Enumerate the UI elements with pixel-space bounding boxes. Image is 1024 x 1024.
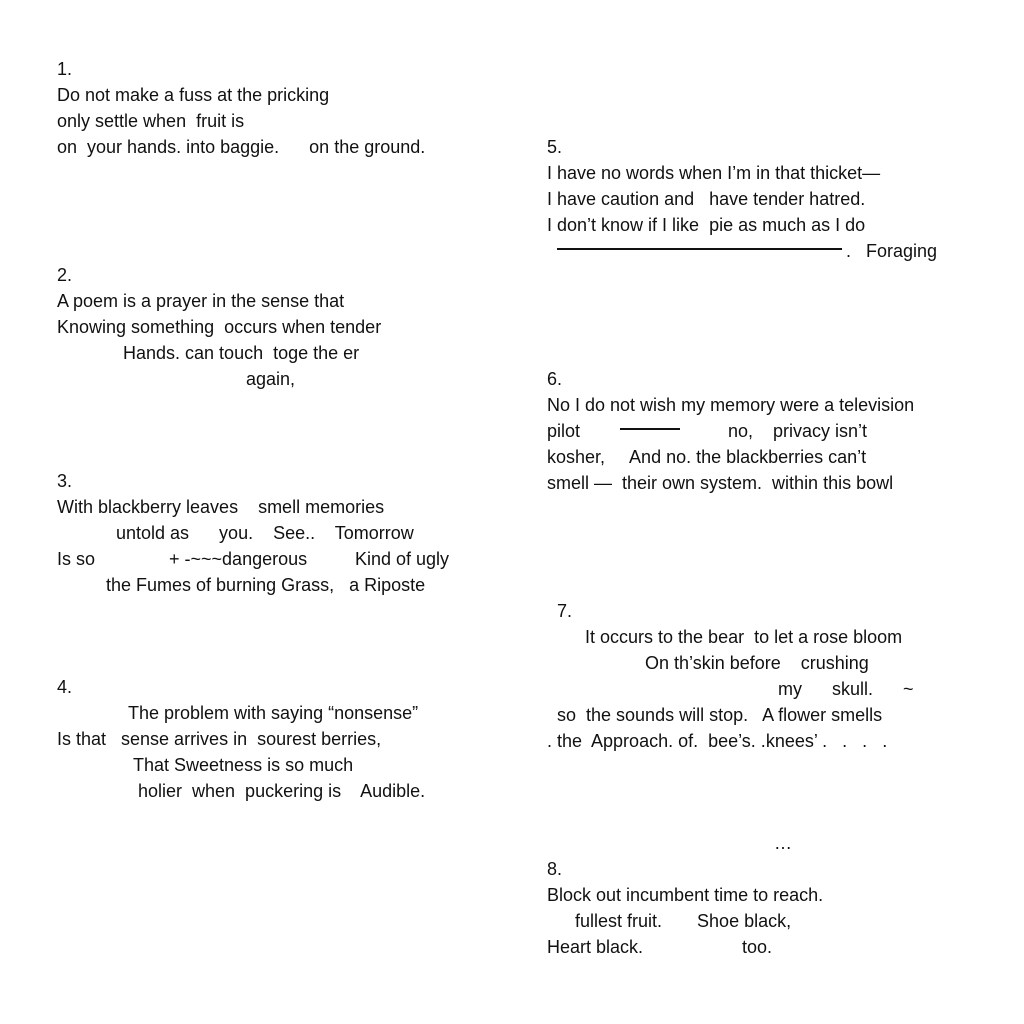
poem-line: . the Approach. of. bee’s. .knees’ . . . .: [547, 731, 888, 751]
poem-line: On th’skin before crushing: [645, 653, 869, 673]
poem-number: 8.: [547, 859, 563, 879]
poem-line: It occurs to the bear to let a rose bloom: [585, 627, 903, 647]
poem-line: untold as you. See.. Tomorrow: [116, 523, 414, 543]
poem-line: Hands. can touch toge the er: [123, 343, 360, 363]
poem-line: + -~~~dangerous: [169, 549, 308, 569]
poem-line: Knowing something occurs when tender: [57, 317, 382, 337]
poem-line: fullest fruit. Shoe black,: [575, 911, 792, 931]
poem-line: Do not make a fuss at the pricking: [57, 85, 330, 105]
poem-line: The problem with saying “nonsense”: [128, 703, 419, 723]
poem-line: Heart black.: [547, 937, 644, 957]
poem-line: Block out incumbent time to reach.: [547, 885, 824, 905]
poem-number: 4.: [57, 677, 73, 697]
poem-line: That Sweetness is so much: [133, 755, 354, 775]
poem-line: With blackberry leaves smell memories: [57, 497, 385, 517]
poem-line: No I do not wish my memory were a television: [547, 395, 915, 415]
poem-line: the Fumes of burning Grass, a Riposte: [106, 575, 426, 595]
poem-line: Kind of ugly: [355, 549, 450, 569]
poem-line: my skull. ~: [778, 679, 914, 699]
poem-line: kosher, And no. the blackberries can’t: [547, 447, 867, 467]
poem-number: 6.: [547, 369, 563, 389]
poem-line: A poem is a prayer in the sense that: [57, 291, 345, 311]
poem-line: no, privacy isn’t: [728, 421, 868, 441]
poem-line: only settle when fruit is: [57, 111, 245, 131]
poem-number: 5.: [547, 137, 563, 157]
poem-line: smell — their own system. within this bowl: [547, 473, 894, 493]
poem-line: Is so: [57, 549, 96, 569]
poem-line: too.: [742, 937, 773, 957]
poem-line: I don’t know if I like pie as much as I do: [547, 215, 866, 235]
poem-line: so the sounds will stop. A flower smells: [557, 705, 883, 725]
poem-line: . Foraging: [846, 241, 938, 261]
poem-number: 1.: [57, 59, 73, 79]
poem-number: 2.: [57, 265, 73, 285]
poem-number: 7.: [557, 601, 573, 621]
poem-line: I have no words when I’m in that thicket—: [547, 163, 881, 183]
poem-line: I have caution and have tender hatred.: [547, 189, 866, 209]
poem-line: on your hands. into baggie. on the ground.: [57, 137, 426, 157]
dash-rule: [620, 428, 680, 430]
poem-number: 3.: [57, 471, 73, 491]
poem-line: holier when puckering is Audible.: [138, 781, 426, 801]
ellipsis-mark: …: [774, 833, 792, 853]
poem-line: Is that sense arrives in sourest berries,: [57, 729, 382, 749]
blank-line-rule: [557, 248, 842, 250]
poem-line: pilot: [547, 421, 581, 441]
poem-line: again,: [246, 369, 296, 389]
